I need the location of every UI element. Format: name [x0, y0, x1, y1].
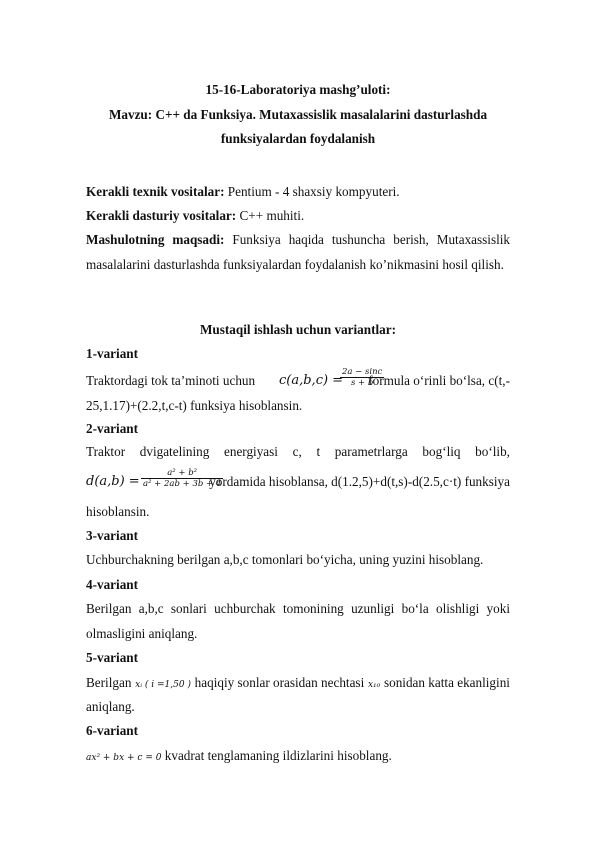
variant-1-line-2: 25,1.17)+(2.2,t,c-t) funksiya hisoblansin.: [86, 398, 303, 413]
variant-6-title: 6-variant: [86, 723, 139, 738]
variant-2-word: dvigatelining: [139, 444, 210, 459]
variant-5-math-x10: x₁₀: [367, 680, 381, 690]
variant-1-line-1: [86, 368, 510, 392]
variant-4-line-1: Berilgan a,b,c sonlari uchburchak tomonining uzunligi bo‘la olishligi yoki: [86, 601, 510, 616]
variant-2-word: bo‘lib,: [475, 444, 510, 459]
variant-5-text-before: Berilgan: [86, 675, 132, 690]
variant-2-line-2: [86, 466, 510, 492]
variant-2-formula-denominator: a² + 2ab + 3b + 4: [143, 479, 222, 489]
goal-line-1: [86, 232, 510, 248]
tech-tools-line: [86, 184, 510, 200]
variant-6-text: kvadrat tenglamaning ildizlarini hisoblang.: [164, 748, 392, 763]
tech-tools-label: Kerakli texnik vositalar:: [86, 184, 225, 199]
variant-2-formula-lhs: d(a,b) =: [86, 474, 140, 489]
software-tools-line: [86, 208, 510, 224]
variant-2-word: energiyasi: [224, 444, 278, 459]
variant-2-line-3: hisoblansin.: [86, 504, 150, 519]
variant-1-text-after: formula o‘rinli bo‘lsa, c(t,-: [368, 373, 510, 388]
goal-line-2: masalalarini dasturlashda funksiyalardan foydalanish ko’nikmasini hosil qilish.: [86, 257, 504, 272]
software-tools-value: C++ muhiti.: [236, 208, 305, 223]
variant-2-text-after: yordamida hisoblansa, d(1.2,5)+d(t,s)-d(2.5,c·t) funksiya: [209, 474, 510, 489]
variant-2-word: Traktor: [86, 444, 126, 459]
variant-5-line-1: [86, 675, 510, 693]
software-tools-label: Kerakli dasturiy vositalar:: [86, 208, 237, 223]
variant-6-line: [86, 748, 510, 766]
variant-5-line-2: aniqlang.: [86, 699, 135, 714]
variant-2-word: t: [316, 444, 321, 459]
variant-1-formula-lhs: c(a,b,c) =: [279, 373, 344, 388]
variant-5-text-mid: haqiqiy sonlar orasidan nechtasi: [194, 675, 365, 690]
variant-2-word: c,: [292, 444, 302, 459]
variant-5-title: 5-variant: [86, 650, 139, 665]
topic-line-1: Mavzu: C++ da Funksiya. Mutaxassislik masalalarini dasturlashda: [108, 107, 488, 122]
variant-2-word: parametrlarga: [334, 444, 408, 459]
variant-2-formula-numerator: a² + b²: [167, 468, 198, 478]
variant-2-title: 2-variant: [86, 421, 139, 436]
variant-3-text: Uchburchakning berilgan a,b,c tomonlari bo‘yicha, uning yuzini hisoblang.: [86, 552, 484, 567]
variant-2-word: bog‘liq: [422, 444, 461, 459]
variant-1-title: 1-variant: [86, 346, 139, 361]
goal-value-1: Funksiya haqida tushuncha berish, Mutaxassislik: [224, 232, 510, 247]
variant-3-title: 3-variant: [86, 528, 139, 543]
variant-5-text-after: sonidan katta ekanligini: [383, 675, 510, 690]
topic-line-2: funksiyalardan foydalanish: [220, 131, 376, 146]
variant-5-math-xi: xᵢ ( i =1,50 ): [135, 680, 191, 690]
tech-tools-value: Pentium - 4 shaxsiy kompyuteri.: [224, 184, 400, 199]
variant-1-formula-denominator: s + b: [340, 377, 384, 388]
variant-1-text-before: Traktordagi tok ta’minoti uchun: [86, 373, 256, 388]
section-title: Mustaqil ishlash uchun variantlar:: [199, 322, 397, 337]
variant-6-equation: ax² + bx + c = 0: [86, 753, 162, 763]
variant-4-line-2: olmasligini aniqlang.: [86, 626, 198, 641]
variant-1-formula-numerator: 2a − sinc: [342, 367, 383, 377]
variant-4-title: 4-variant: [86, 577, 139, 592]
page-title: 15-16-Laboratoriya mashg’uloti:: [205, 82, 391, 97]
variant-2-line-1: [86, 444, 510, 460]
goal-label: Mashulotning maqsadi:: [86, 232, 225, 247]
